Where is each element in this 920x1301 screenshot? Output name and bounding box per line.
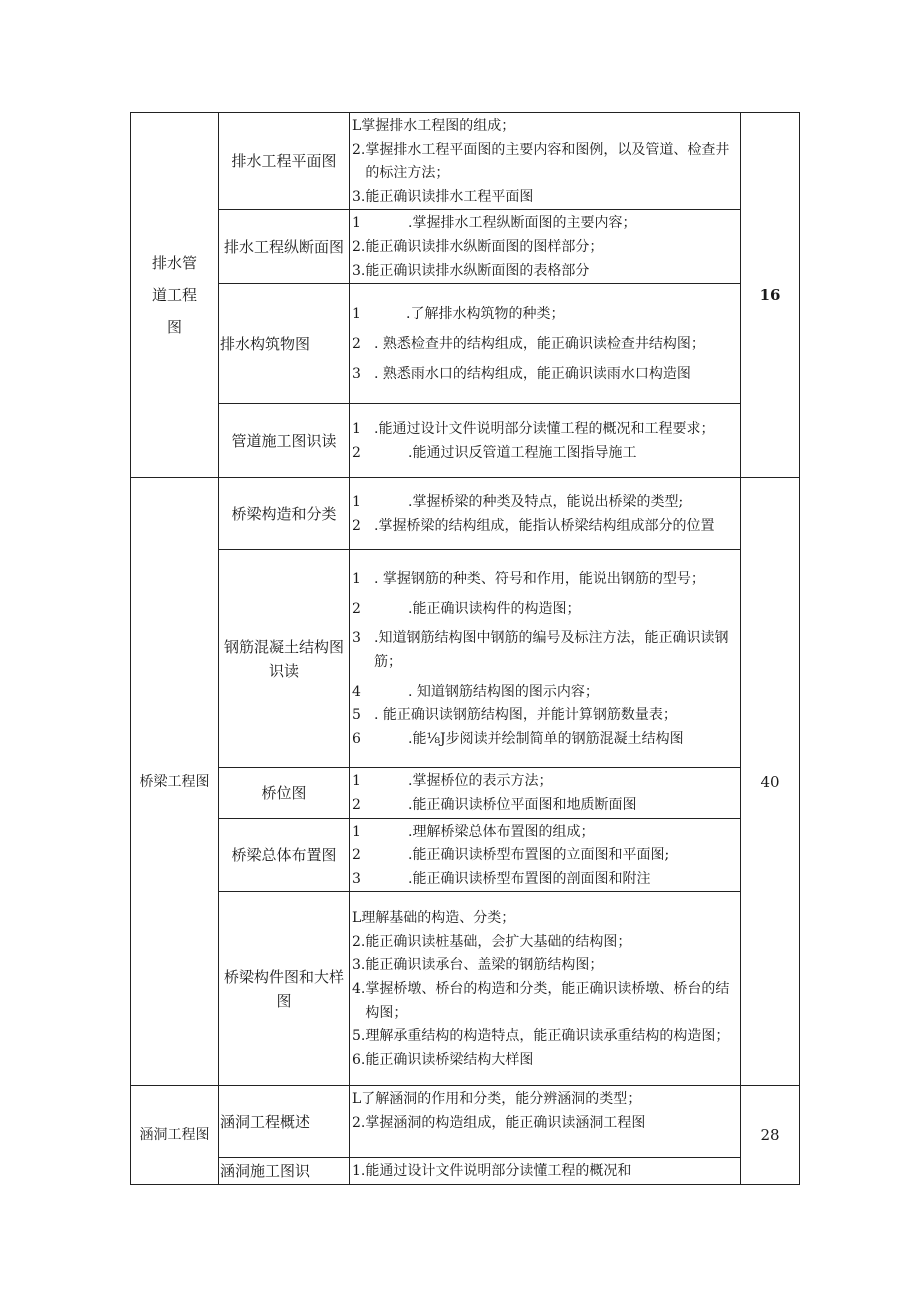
subtopic-cell: 桥梁构件图和大样图 [219,892,350,1086]
table-row [131,768,800,818]
content-cell: 1. 能通过设计文件说明部分读懂工程的概况和 [350,1158,741,1185]
hours-cell: 28 [741,1086,800,1185]
hours-cell: 40 [741,478,800,1086]
content-cell: 1 .理解桥梁总体布置图的组成； 2 .能正确识读桥型布置图的立面图和平面图; 3 .能正确识读桥型布置图的剖面图和附注 [350,818,741,892]
course-content-table-container [130,112,799,1185]
subtopic-cell: 桥位图 [219,768,350,818]
content-cell: L 了解涵洞的作用和分类，能分辨涵洞的类型； 2. 掌握涵洞的构造组成，能正确识读涵洞工程图 [350,1086,741,1158]
table-row [131,113,800,210]
content-cell: L 掌握排水工程图的组成； 2. 掌握排水工程平面图的主要内容和图例，以及管道、检查井的标注方法； 3. 能正确识读排水工程平面图 [350,113,741,210]
content-cell: 1 .能通过设计文件说明部分读懂工程的概况和工程要求； 2 .能通过识反管道工程施工图指导施工 [350,404,741,478]
content-cell: 1 .掌握桥梁的种类及特点，能说出桥梁的类型; 2 .掌握桥梁的结构组成，能指认桥梁结构组成部分的位置 [350,478,741,550]
table-row [131,1158,800,1185]
subtopic-cell: 钢筋混凝土结构图识读 [219,550,350,768]
course-content-table [130,112,800,1185]
content-cell: 1 .掌握排水工程纵断面图的主要内容； 2. 能正确识读排水纵断面图的图样部分； 3. 能正确识读排水纵断面图的表格部分 [350,210,741,284]
topic-cell: 涵洞工程图 [131,1086,219,1185]
table-row [131,478,800,550]
table-row [131,404,800,478]
content-cell: 1 .掌握桥位的表示方法； 2 .能正确识读桥位平面图和地质断面图 [350,768,741,818]
content-cell: 1 .了解排水构筑物的种类； 2 . 熟悉检查井的结构组成，能正确识读检查井结构图； 3 . 熟悉雨水口的结构组成，能正确识读雨水口构造图 [350,284,741,404]
subtopic-cell: 排水工程平面图 [219,113,350,210]
content-cell: L 理解基础的构造、分类； 2. 能正确识读桩基础，会扩大基础的结构图； 3. 能正确识读承台、盖梁的钢筋结构图； 4. 掌握桥墩、桥台的构造和分类，能正确识读桥墩、桥台的结构图； 5. 理解承重结构的构造特点，能正确识读承重结构的构造图； 6. 能正确识读桥梁结构大样图 [350,892,741,1086]
subtopic-cell: 排水工程纵断面图 [219,210,350,284]
content-cell: 1 . 掌握钢筋的种类、符号和作用，能说出钢筋的型号； 2 .能正确识读构件的构造图； 3 .知道钢筋结构图中钢筋的编号及标注方法，能正确识读钢筋； 4 . 知道钢筋结构图的图示内容； 5 . 能正确识读钢筋结构图，并能计算钢筋数量表； 6 .能⅛J步阅读并绘制简单的钢筋混凝土结构图 [350,550,741,768]
table-row [131,284,800,404]
subtopic-cell: 桥梁构造和分类 [219,478,350,550]
subtopic-cell: 桥梁总体布置图 [219,818,350,892]
subtopic-cell: 排水构筑物图 [219,284,350,404]
subtopic-cell: 管道施工图识读 [219,404,350,478]
topic-cell: 排水管 道工程 图 [131,113,219,478]
table-row [131,210,800,284]
subtopic-cell: 涵洞施工图识 [219,1158,350,1185]
topic-cell: 桥梁工程图 [131,478,219,1086]
table-row [131,892,800,1086]
subtopic-cell: 涵洞工程概述 [219,1086,350,1158]
table-row [131,818,800,892]
table-row [131,1086,800,1158]
table-row [131,550,800,768]
hours-cell: 16 [741,113,800,478]
